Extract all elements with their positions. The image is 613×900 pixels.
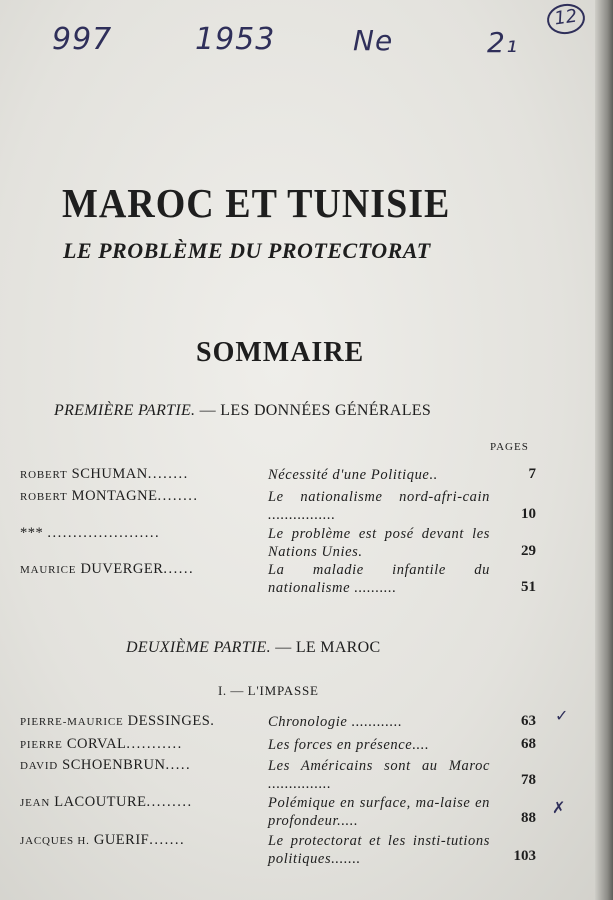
part1-sep: —: [199, 402, 216, 419]
entry-title: Chronologie ............: [268, 714, 403, 730]
entry-page: 29: [521, 543, 536, 559]
entry-page: 51: [521, 579, 536, 595]
pages-column-label: PAGES: [490, 441, 529, 453]
part1-title: LES DONNÉES GÉNÉRALES: [220, 402, 432, 419]
entry-page: 88: [521, 810, 536, 826]
part1-heading: [54, 402, 431, 420]
document-title: MAROC ET TUNISIE: [62, 181, 451, 227]
entry-page: 78: [521, 772, 536, 788]
entry-page: 68: [521, 736, 536, 752]
entry-title: Les forces en présence....: [268, 737, 430, 753]
entry-author: JACQUES H. GUERIF.......: [20, 832, 186, 848]
part2-heading: [126, 639, 381, 657]
entry-title: Les Américains sont au Maroc ...............: [268, 758, 490, 792]
page-edge-shadow: [595, 0, 613, 900]
handwritten-year: 1953: [195, 22, 276, 57]
entry-author: DAVID SCHOENBRUN.....: [20, 757, 192, 773]
part1-label: PREMIÈRE PARTIE.: [54, 402, 196, 419]
entry-author: ROBERT SCHUMAN........: [20, 466, 189, 482]
entry-page: 7: [528, 466, 536, 482]
entry-title: Le nationalisme nord-afri-cain ................: [268, 489, 490, 523]
entry-author: PIERRE CORVAL...........: [20, 736, 183, 752]
entry-page: 63: [521, 713, 536, 729]
entry-title: Le problème est posé devant les Nations Unies.: [268, 526, 490, 560]
part2-title: LE MAROC: [295, 639, 381, 656]
section1-heading: I. — L'IMPASSE: [218, 683, 319, 698]
entry-author: JEAN LACOUTURE.........: [20, 794, 193, 810]
entry-author: ROBERT MONTAGNE........: [20, 488, 199, 504]
entry-title: La maladie infantile du nationalisme ..........: [268, 562, 490, 596]
entry-page: 103: [513, 848, 536, 864]
entry-author: MAURICE DUVERGER......: [20, 561, 195, 577]
handwritten-ref-number: 997: [52, 22, 113, 57]
entry-title: Le protectorat et les insti-tutions politiques.......: [268, 833, 490, 867]
entry-title: Polémique en surface, ma-laise en profondeur.....: [268, 795, 490, 829]
entry-author: PIERRE-MAURICE DESSINGES.: [20, 713, 215, 729]
handwritten-volume: 2₁: [487, 26, 519, 59]
handwritten-ne: Ne: [353, 24, 394, 57]
document-subtitle: LE PROBLÈME DU PROTECTORAT: [63, 238, 431, 263]
entry-title: Nécessité d'une Politique..: [268, 467, 438, 483]
sommaire-heading: SOMMAIRE: [196, 337, 365, 368]
handwritten-corner-number: 12: [545, 2, 587, 37]
handwritten-cross-mark: ✗: [552, 798, 566, 817]
part2-sep: —: [275, 639, 292, 656]
entry-author: *** ......................: [20, 525, 161, 541]
entry-page: 10: [521, 506, 536, 522]
part2-label: DEUXIÈME PARTIE.: [126, 639, 271, 656]
handwritten-check-mark: ✓: [555, 706, 569, 725]
